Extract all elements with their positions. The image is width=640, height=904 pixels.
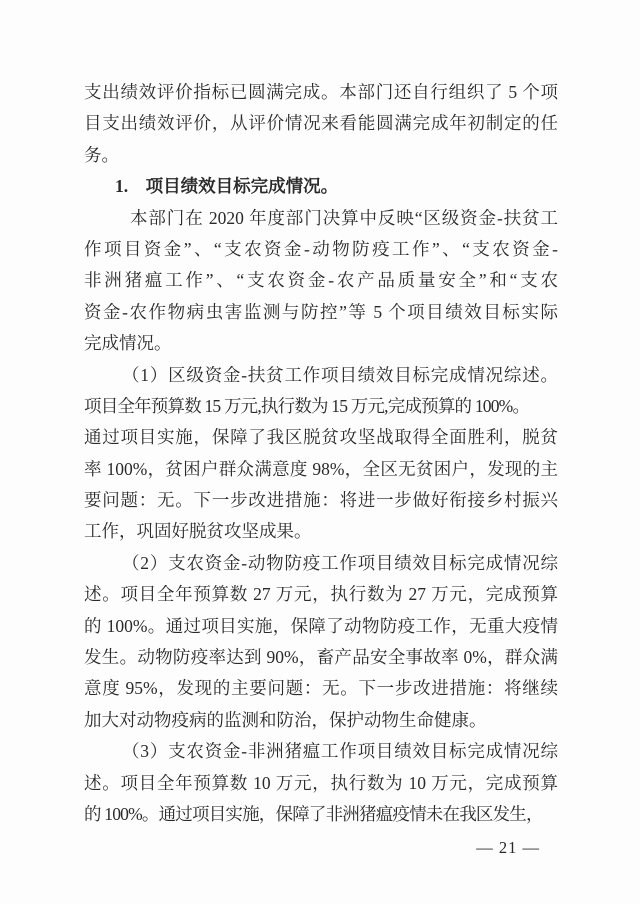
text-line: 述。项目全年预算数 27 万元，执行数为 27 万元，完成预算 (84, 584, 558, 605)
page-number: — 21 — (476, 838, 540, 857)
text-line: 支出绩效评价指标已圆满完成。本部门还自行组织了 5 个项 (84, 82, 558, 102)
text-line: 通过项目实施，保障了我区脱贫攻坚战取得全面胜利，脱贫 (84, 427, 558, 448)
text-line: 项目全年预算数 15 万元,执行数为 15 万元,完成预算的 100%。 (84, 395, 530, 416)
text-line: 加大对动物疫病的监测和防治，保护动物生命健康。 (84, 709, 487, 730)
text-line: 完成情况。 (84, 333, 172, 354)
text-line: 的 100%。通过项目实施，保障了动物防疫工作，无重大疫情 (84, 615, 558, 636)
text-line: 发生。动物防疫率达到 90%，畜产品安全事故率 0%，群众满 (84, 647, 558, 668)
text-line: （2）支农资金-动物防疫工作项目绩效目标完成情况综 (122, 552, 558, 573)
text-line: 作项目资金”、“支农资金-动物防疫工作”、“支农资金- (84, 238, 558, 259)
text-line: 要问题：无。下一步改进措施：将进一步做好衔接乡村振兴 (84, 490, 558, 511)
document-body (84, 77, 558, 830)
text-line: 意度 95%，发现的主要问题：无。下一步改进措施：将继续 (84, 678, 558, 699)
text-line: 务。 (84, 144, 119, 165)
text-line: 本部门在 2020 年度部门决算中反映“区级资金-扶贫工 (130, 207, 558, 228)
text-line: （1）区级资金-扶贫工作项目绩效目标完成情况综述。 (122, 364, 558, 385)
text-line: 率 100%，贫困户群众满意度 98%，全区无贫困户，发现的主 (84, 458, 558, 479)
text-line: 的 100%。通过项目实施，保障了非洲猪瘟疫情未在我区发生， (84, 803, 543, 824)
text-line: 述。项目全年预算数 10 万元，执行数为 10 万元，完成预算 (84, 772, 558, 793)
text-line: 目支出绩效评价，从评价情况来看能圆满完成年初制定的任 (84, 113, 558, 134)
text-line: 工作，巩固好脱贫攻坚成果。 (84, 521, 312, 542)
text-line: （3）支农资金-非洲猪瘟工作项目绩效目标完成情况综 (122, 741, 558, 762)
text-line: 资金-农作物病虫害监测与防控”等 5 个项目绩效目标实际 (84, 301, 558, 322)
heading-line: 1. 项目绩效目标完成情况。 (115, 176, 339, 197)
text-line: 非洲猪瘟工作”、“支农资金-农产品质量安全”和“支农 (84, 270, 558, 291)
